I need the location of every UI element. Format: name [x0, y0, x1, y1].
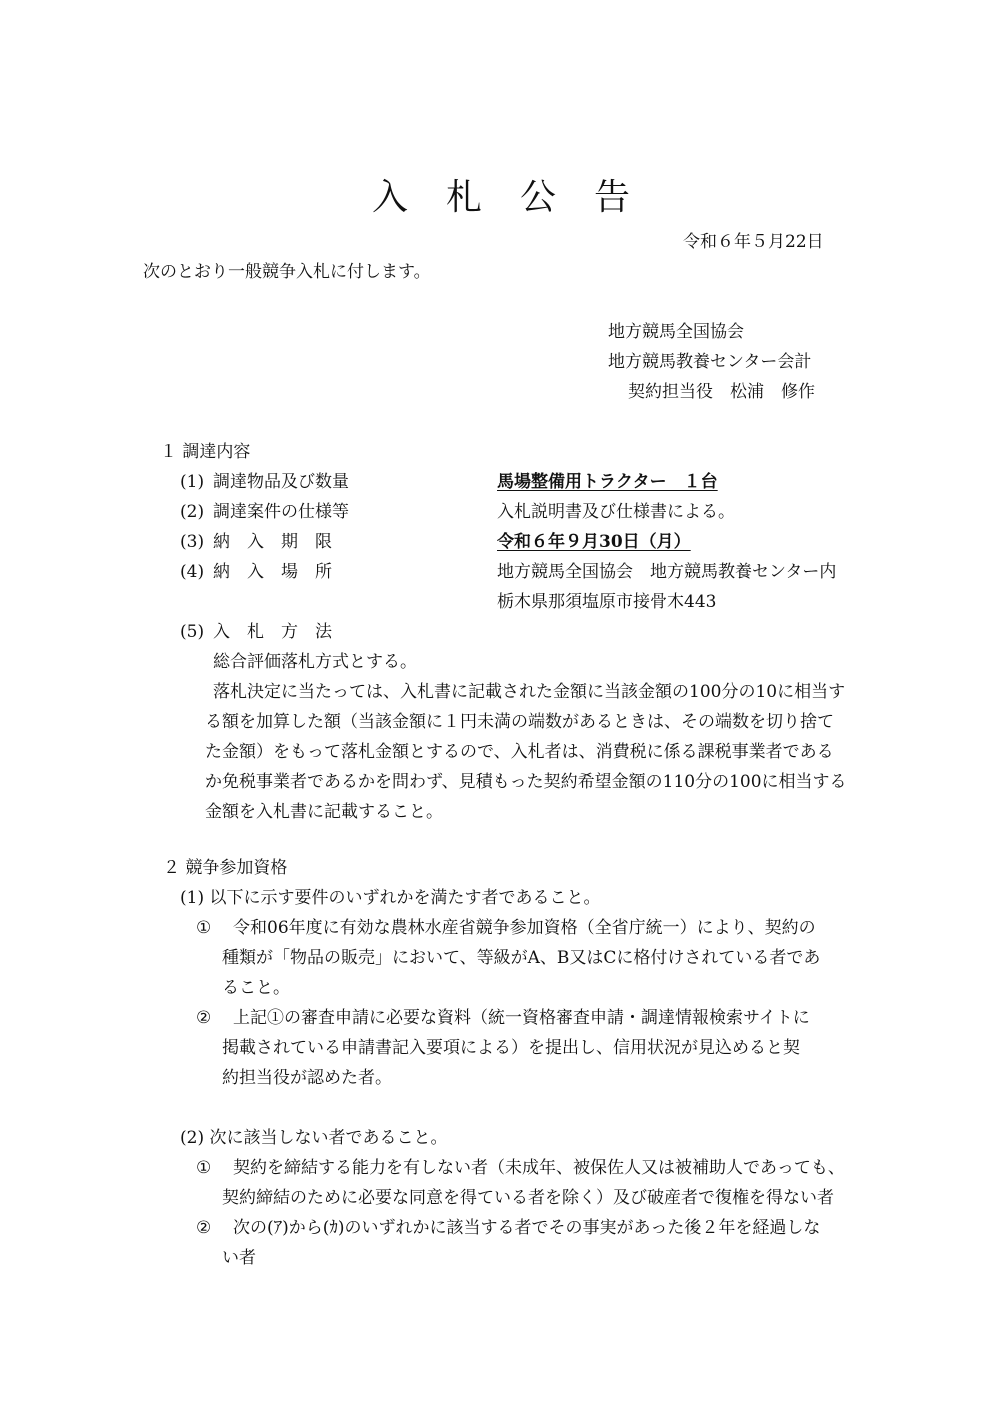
section2-heading: ２ 競争参加資格 [163, 858, 288, 878]
issuer-officer: 契約担当役 松浦 修作 [628, 382, 815, 402]
list-item-line: 掲載されている申請書記入要項による）を提出し、信用状況が見込めると契 [222, 1038, 800, 1058]
section1-heading: １ 調達内容 [160, 442, 251, 462]
item-value-spec: 入札説明書及び仕様書による。 [497, 502, 735, 522]
item-value-goods: 馬場整備用トラクター １台 [497, 472, 718, 492]
title-char-4: 告 [594, 177, 631, 218]
list-item-line: 約担当役が認めた者。 [222, 1068, 392, 1088]
list-item-line: 種類が「物品の販売」において、等級がA、B又はCに格付けされている者であ [222, 948, 821, 968]
item-label: 納 入 場 所 [213, 562, 332, 582]
title-char-3: 公 [520, 177, 557, 218]
item-number: (3) [180, 532, 205, 552]
item-number: (5) [180, 622, 205, 642]
list-mark: ② [196, 1008, 212, 1028]
method-paragraph-line: た金額）をもって落札金額とするので、入札者は、消費税に係る課税事業者である [205, 742, 834, 762]
issuer-center: 地方競馬教養センター会計 [608, 352, 812, 372]
requirement-1: (1) 以下に示す要件のいずれかを満たす者であること。 [180, 888, 601, 908]
list-mark: ② [196, 1218, 212, 1238]
list-item-line: 契約締結のために必要な同意を得ている者を除く）及び破産者で復権を得ない者 [222, 1188, 834, 1208]
list-item-line: ること。 [222, 978, 290, 998]
method-line: 総合評価落札方式とする。 [213, 652, 417, 672]
item-label: 納 入 期 限 [213, 532, 332, 552]
list-item-line: 次の(ｱ)から(ｶ)のいずれかに該当する者でその事実があった後２年を経過しな [233, 1218, 821, 1238]
item-value-deadline: 令和６年９月30日（月） [497, 532, 691, 552]
notice-date: 令和６年５月22日 [683, 232, 824, 252]
item-value-place: 地方競馬全国協会 地方競馬教養センター内 [497, 562, 837, 582]
list-mark: ① [196, 1158, 212, 1178]
issuer-org: 地方競馬全国協会 [608, 322, 744, 342]
title-char-1: 入 [372, 177, 409, 218]
item-number: (2) [180, 502, 205, 522]
title-char-2: 札 [446, 177, 483, 218]
list-item-line: 契約を締結する能力を有しない者（未成年、被保佐人又は被補助人であっても、 [233, 1158, 845, 1178]
method-paragraph-line: 落札決定に当たっては、入札書に記載された金額に当該金額の100分の10に相当す [213, 682, 846, 702]
list-mark: ① [196, 918, 212, 938]
list-item-line: 令和06年度に有効な農林水産省競争参加資格（全省庁統一）により、契約の [233, 918, 816, 938]
intro-text: 次のとおり一般競争入札に付します。 [143, 262, 431, 282]
item-number: (4) [180, 562, 205, 582]
list-item-line: 上記①の審査申請に必要な資料（統一資格審査申請・調達情報検索サイトに [233, 1008, 810, 1028]
item-label: 入 札 方 法 [213, 622, 332, 642]
list-item-line: い者 [222, 1248, 256, 1268]
method-paragraph-line: 金額を入札書に記載すること。 [205, 802, 443, 822]
item-label: 調達物品及び数量 [213, 472, 349, 492]
method-paragraph-line: か免税事業者であるかを問わず、見積もった契約希望金額の110分の100に相当する [205, 772, 847, 792]
item-value-address: 栃木県那須塩原市接骨木443 [497, 592, 717, 612]
item-number: (1) [180, 472, 205, 492]
method-paragraph-line: る額を加算した額（当該金額に１円未満の端数があるときは、その端数を切り捨て [205, 712, 834, 732]
requirement-2: (2) 次に該当しない者であること。 [180, 1128, 448, 1148]
item-label: 調達案件の仕様等 [213, 502, 349, 522]
